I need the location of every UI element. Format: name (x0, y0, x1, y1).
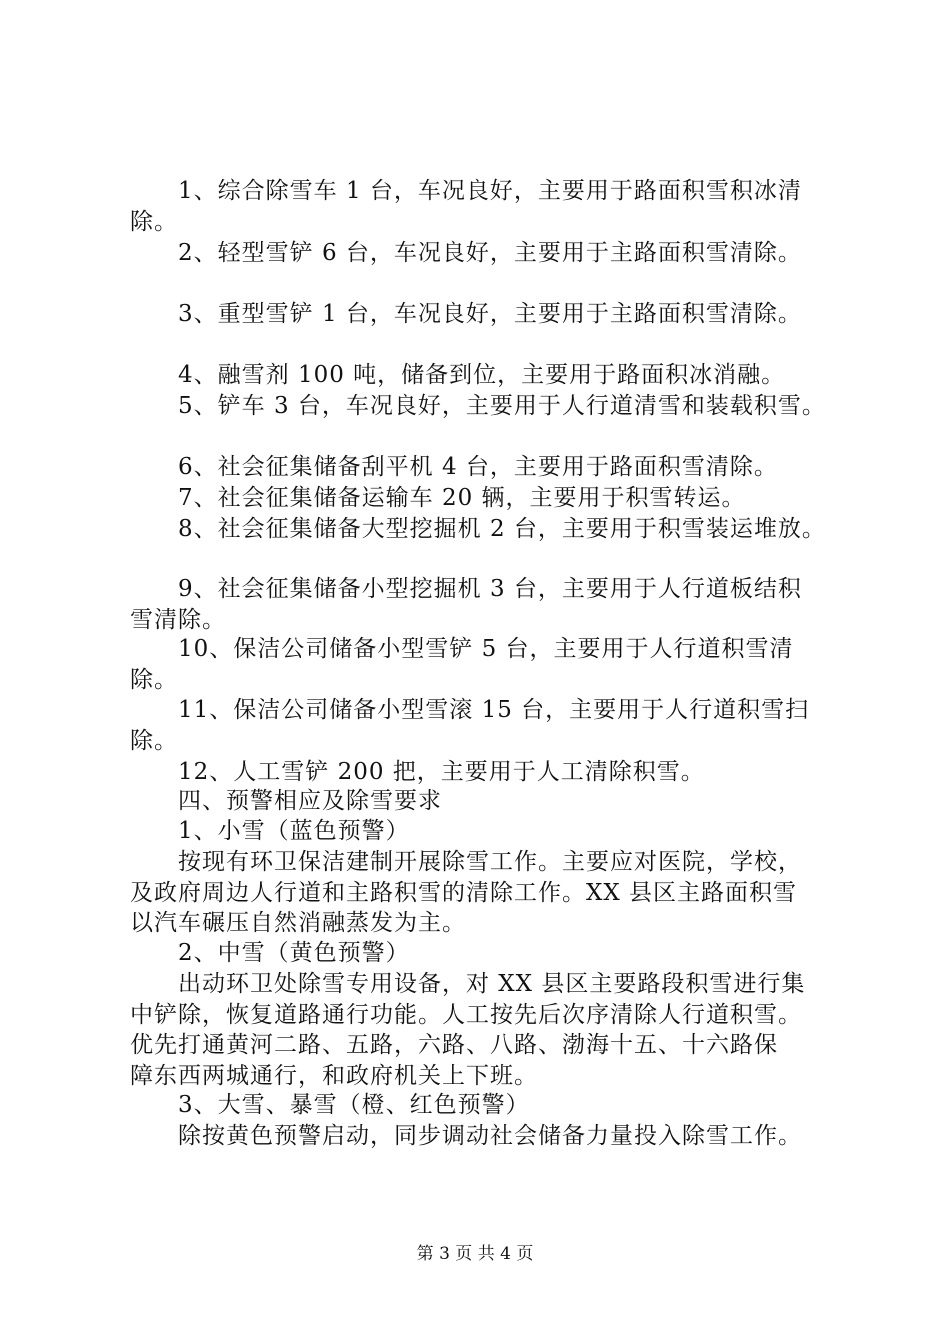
text-line: 优先打通黄河二路、五路，六路、八路、渤海十五、十六路保 (130, 1032, 778, 1058)
text-line: 3、重型雪铲 1 台，车况良好，主要用于主路面积雪清除。 (130, 301, 802, 327)
text-line: 雪清除。 (130, 607, 226, 633)
text-line: 4、融雪剂 100 吨，储备到位，主要用于路面积冰消融。 (130, 362, 786, 388)
text-line: 10、保洁公司储备小型雪铲 5 台，主要用于人行道积雪清 (130, 636, 794, 662)
subsection-heading: 1、小雪（蓝色预警） (130, 818, 410, 844)
text-line: 除。 (130, 209, 178, 235)
text-line: 按现有环卫保洁建制开展除雪工作。主要应对医院，学校， (130, 849, 802, 875)
text-line: 2、轻型雪铲 6 台，车况良好，主要用于主路面积雪清除。 (130, 240, 802, 266)
text-line: 中铲除，恢复道路通行功能。人工按先后次序清除人行道积雪。 (130, 1002, 802, 1028)
text-line: 障东西两城通行，和政府机关上下班。 (130, 1063, 538, 1089)
text-line: 除。 (130, 728, 178, 754)
text-line: 出动环卫处除雪专用设备，对 XX 县区主要路段积雪进行集 (130, 971, 806, 997)
section-heading: 四、预警相应及除雪要求 (130, 788, 442, 814)
text-line: 除按黄色预警启动，同步调动社会储备力量投入除雪工作。 (130, 1123, 802, 1149)
text-line: 12、人工雪铲 200 把，主要用于人工清除积雪。 (130, 759, 705, 785)
text-line: 9、社会征集储备小型挖掘机 3 台，主要用于人行道板结积 (130, 576, 802, 602)
subsection-heading: 3、大雪、暴雪（橙、红色预警） (130, 1092, 530, 1118)
text-line: 以汽车碾压自然消融蒸发为主。 (130, 910, 466, 936)
subsection-heading: 2、中雪（黄色预警） (130, 940, 410, 966)
text-line: 及政府周边人行道和主路积雪的清除工作。XX 县区主路面积雪 (130, 880, 798, 906)
page-number-footer: 第 3 页 共 4 页 (416, 1244, 534, 1264)
text-line: 7、社会征集储备运输车 20 辆，主要用于积雪转运。 (130, 485, 746, 511)
text-line: 除。 (130, 667, 178, 693)
text-line: 6、社会征集储备刮平机 4 台，主要用于路面积雪清除。 (130, 454, 778, 480)
text-line: 11、保洁公司储备小型雪滚 15 台，主要用于人行道积雪扫 (130, 697, 810, 723)
text-line: 8、社会征集储备大型挖掘机 2 台，主要用于积雪装运堆放。 (130, 516, 826, 542)
text-line: 5、铲车 3 台，车况良好，主要用于人行道清雪和装载积雪。 (130, 393, 826, 419)
text-line: 1、综合除雪车 1 台，车况良好，主要用于路面积雪积冰清 (130, 178, 802, 204)
